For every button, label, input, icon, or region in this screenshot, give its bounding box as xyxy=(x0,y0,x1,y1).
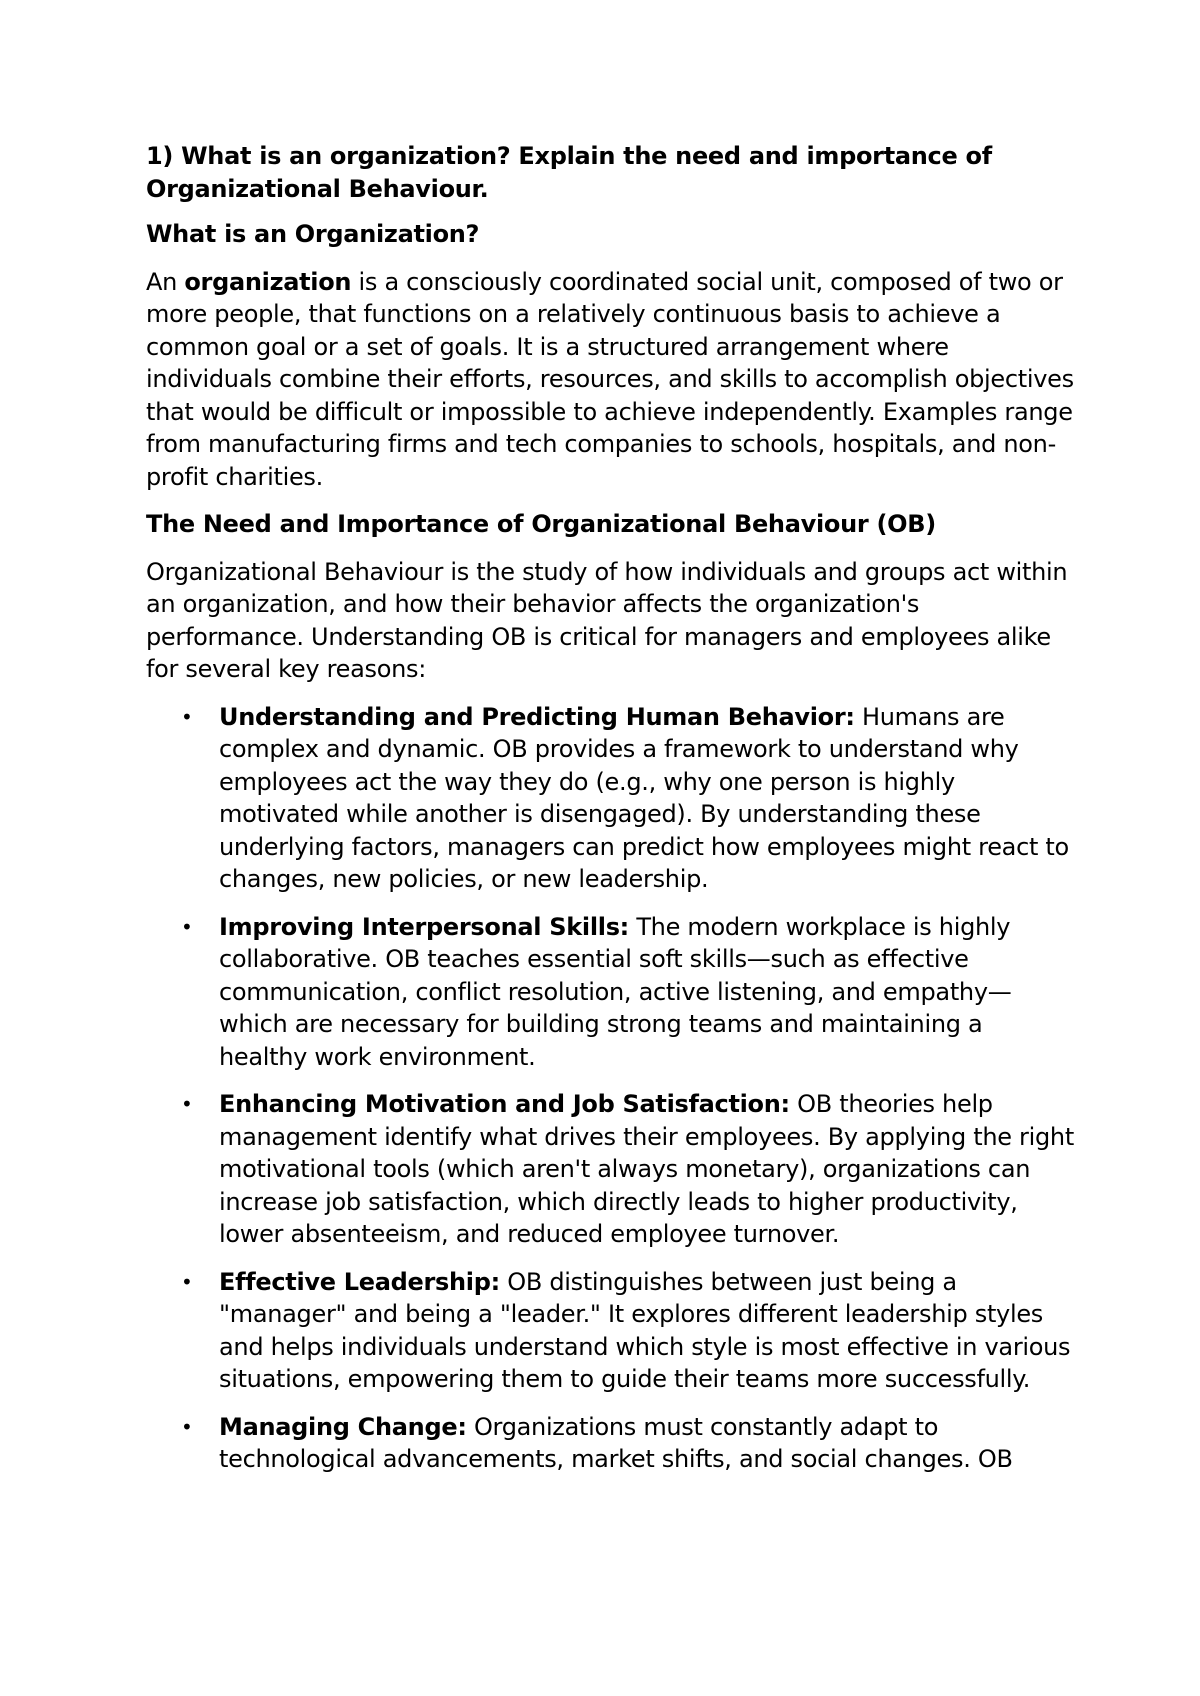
list-item xyxy=(146,911,1076,1074)
list-item-term: Understanding and Predicting Human Behavior: xyxy=(219,702,855,731)
bullet-icon: • xyxy=(181,914,193,939)
list-item xyxy=(146,701,1076,896)
list-item-term: Managing Change: xyxy=(219,1412,467,1441)
section-heading-ob-importance: The Need and Importance of Organizational Behaviour (OB) xyxy=(146,510,936,538)
paragraph-lead: An xyxy=(146,267,185,296)
list-item-text: OB distinguishes between just being a "manager" and being a "leader." It explores different leadership styles and helps individuals understand which style is most effective in various situations, empowering them to guide their teams more successfully. xyxy=(219,1267,1071,1393)
bullet-icon: • xyxy=(181,1269,193,1294)
bullet-icon: • xyxy=(181,704,193,729)
paragraph-bold-term: organization xyxy=(184,267,352,296)
paragraph-rest: is a consciously coordinated social unit, composed of two or more people, that functions on a relatively continuous basis to achieve a common goal or a set of goals. It is a structured arrangement where individuals combine their efforts, resources, and skills to accomplish objectives that would be difficult or impossible to achieve independently. Examples range from manufacturing firms and tech companies to schools, hospitals, and non-profit charities. xyxy=(146,267,1074,491)
document-page xyxy=(146,140,1076,1491)
list-item-term: Improving Interpersonal Skills: xyxy=(219,912,629,941)
list-item-text: Organizations must constantly adapt to technological advancements, market shifts, and social changes. OB xyxy=(219,1412,1013,1473)
section-heading-organization: What is an Organization? xyxy=(146,220,480,248)
reasons-list xyxy=(146,701,1076,1476)
question-title: 1) What is an organization? Explain the need and importance of Organizational Behaviour. xyxy=(146,142,992,203)
list-item-text: The modern workplace is highly collaborative. OB teaches essential soft skills—such as effective communication, conflict resolution, active listening, and empathy—which are necessary for building strong teams and maintaining a healthy work environment. xyxy=(219,912,1012,1071)
bullet-icon: • xyxy=(181,1092,193,1116)
organization-definition-paragraph xyxy=(146,266,1076,494)
list-item-text: Humans are complex and dynamic. OB provides a framework to understand why employees act the way they do (e.g., why one person is highly motivated while another is disengaged). By understanding these underlying factors, managers can predict how employees might react to changes, new policies, or new leadership. xyxy=(219,702,1069,893)
ob-intro-paragraph: Organizational Behaviour is the study of how individuals and groups act within an organization, and how their behavior affects the organization's performance. Understanding OB is critical for managers and employees alike for several key reasons: xyxy=(146,557,1068,683)
list-item-text: OB theories help management identify what drives their employees. By applying the right motivational tools (which aren't always monetary), organizations can increase job satisfaction, which directly leads to higher productivity, lower absenteeism, and reduced employee turnover. xyxy=(219,1090,1074,1248)
bullet-icon: • xyxy=(181,1414,193,1439)
list-item-term: Enhancing Motivation and Job Satisfaction: xyxy=(219,1090,790,1118)
list-item xyxy=(146,1088,1076,1251)
list-item xyxy=(146,1411,1076,1476)
list-item xyxy=(146,1266,1076,1396)
list-item-term: Effective Leadership: xyxy=(219,1267,500,1296)
